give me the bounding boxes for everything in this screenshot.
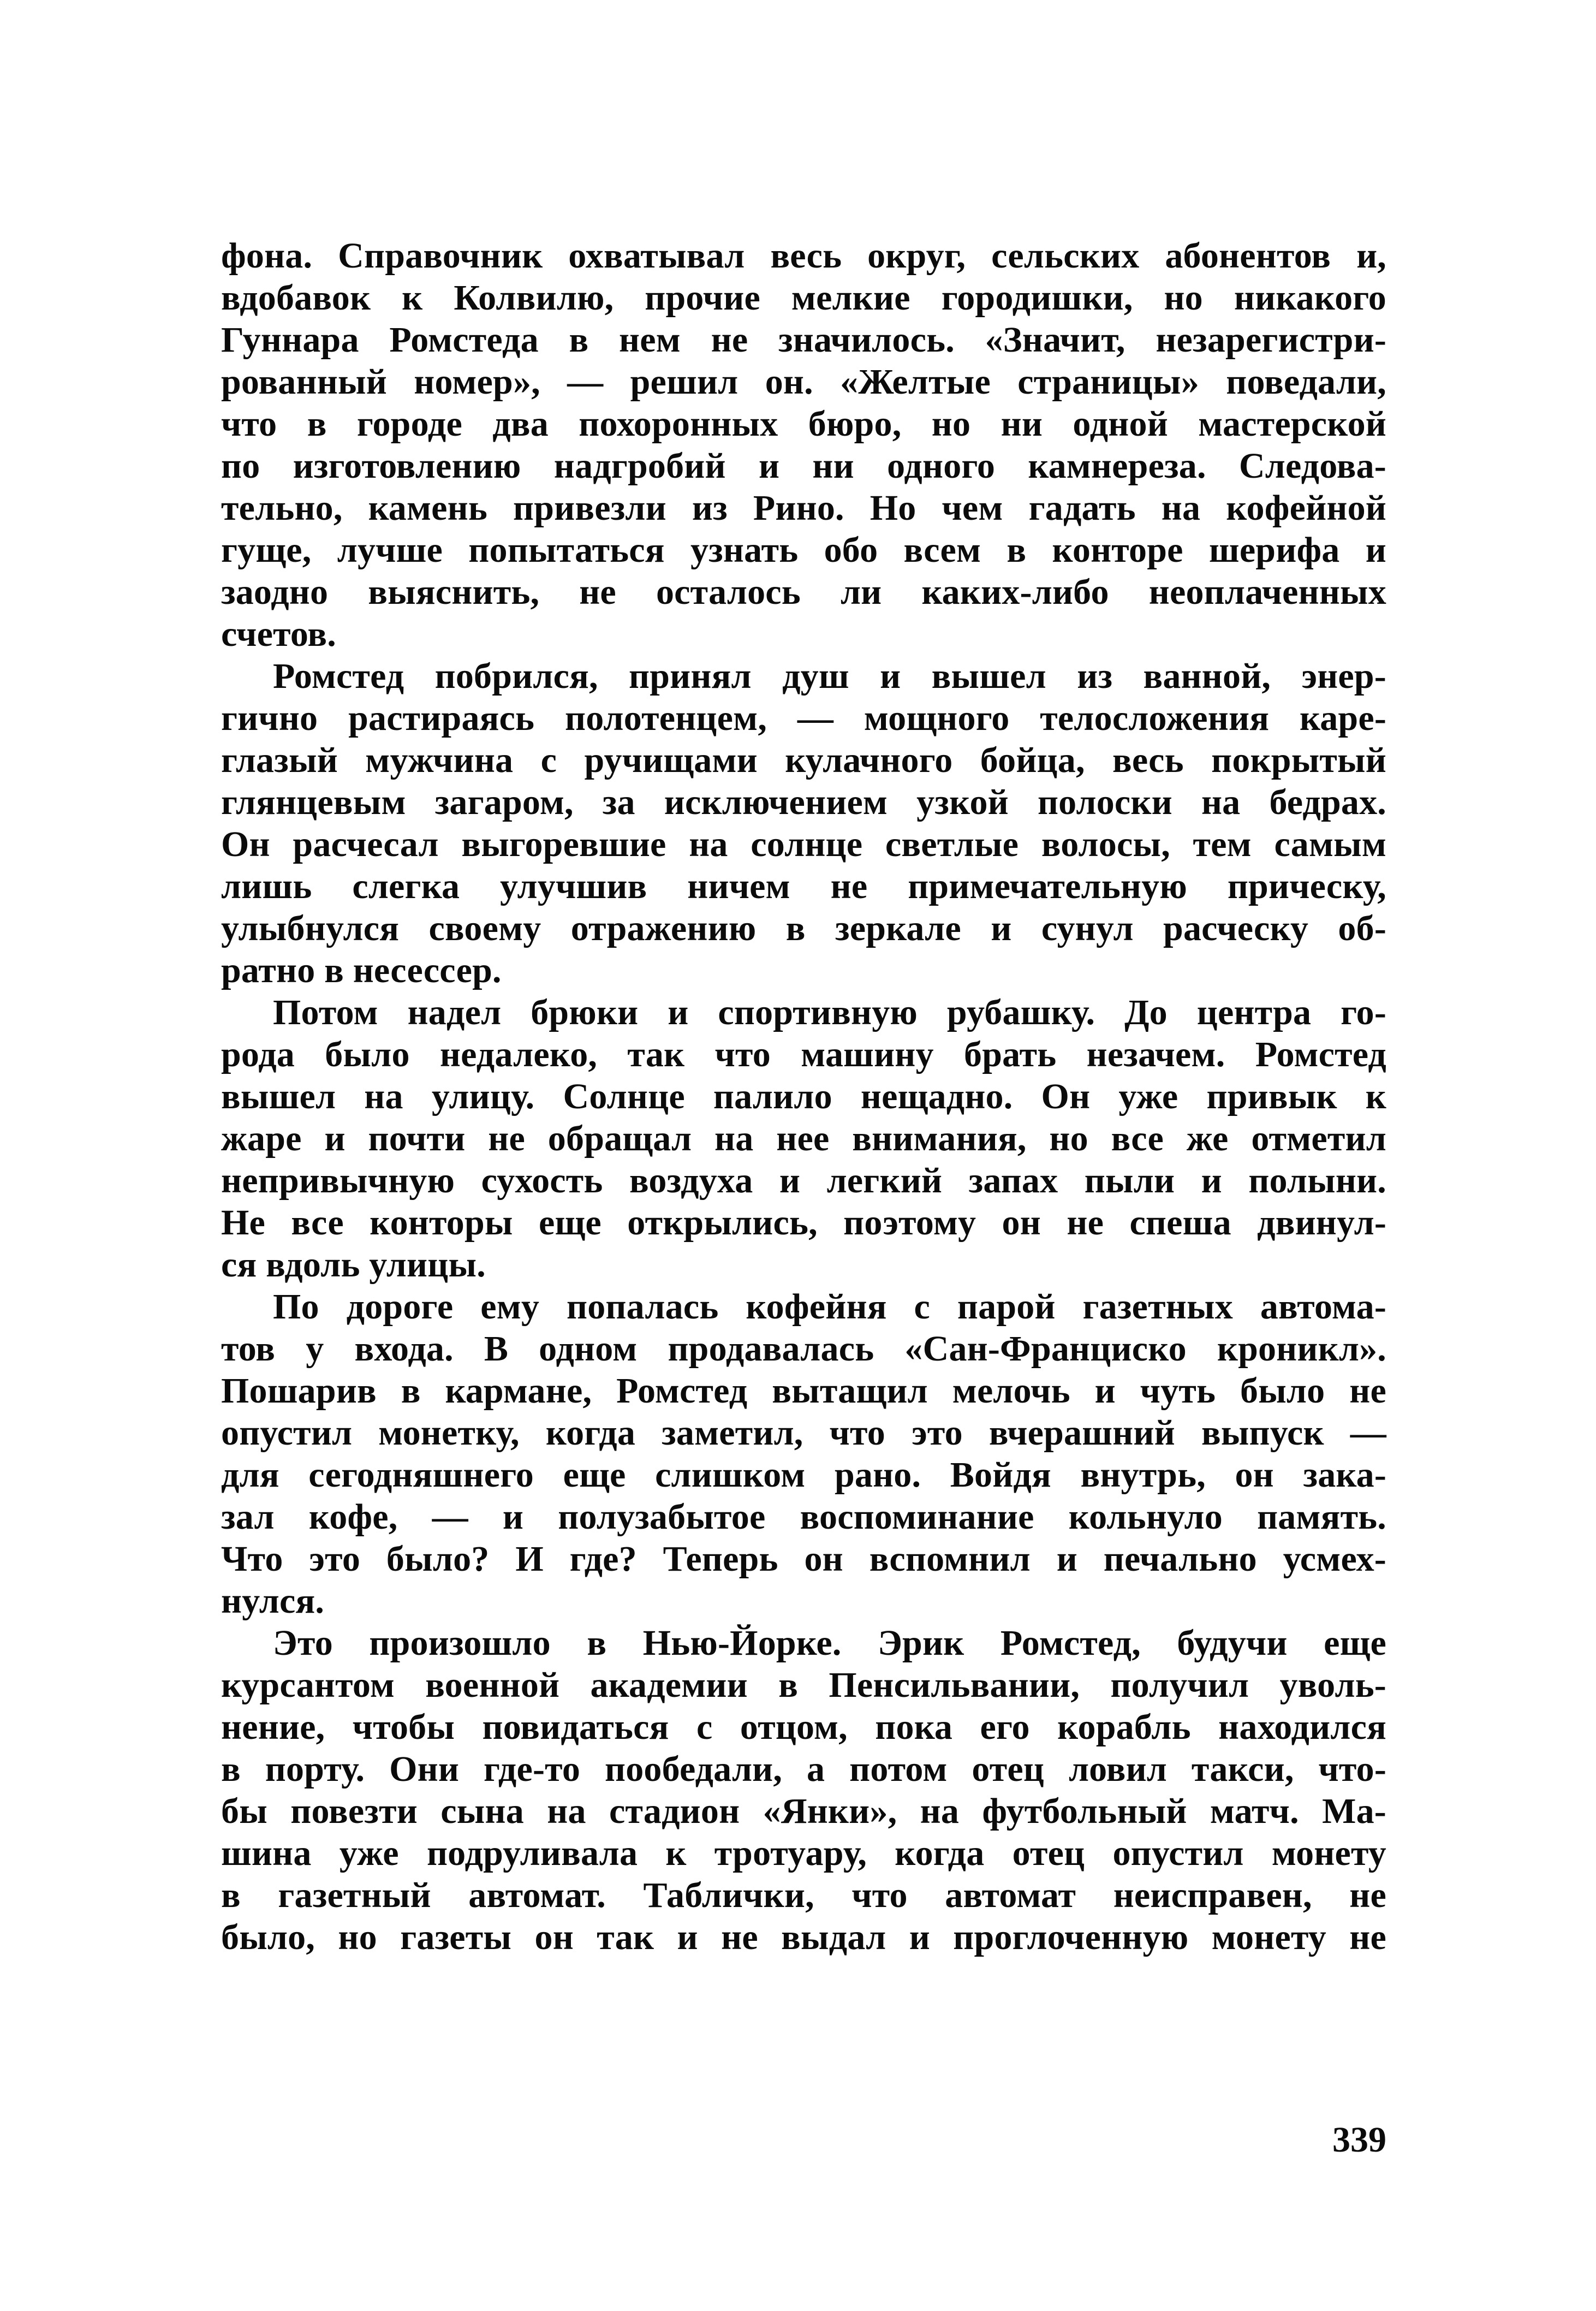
text-line: было, но газеты он так и не выдал и проглоченную монету не [221, 1917, 1386, 1957]
text-line: нулся. [221, 1581, 325, 1621]
text-line: опустил монетку, когда заметил, что это вчерашний выпуск — [221, 1413, 1386, 1453]
text-line: зал кофе, — и полузабытое воспоминание кольнуло память. [221, 1497, 1386, 1537]
text-line: глянцевым загаром, за исключением узкой полоски на бедрах. [221, 782, 1386, 822]
paragraph-start-line: Ромстед побрился, принял душ и вышел из ванной, энер- [273, 656, 1386, 696]
text-line: фона. Справочник охватывал весь округ, сельских абонентов и, [221, 236, 1386, 276]
text-line: тельно, камень привезли из Рино. Но чем гадать на кофейной [221, 488, 1386, 528]
text-line: улыбнулся своему отражению в зеркале и сунул расческу об- [221, 908, 1386, 948]
text-line: жаре и почти не обращал на нее внимания, но все же отметил [221, 1119, 1386, 1159]
text-line: Пошарив в кармане, Ромстед вытащил мелочь и чуть было не [221, 1371, 1386, 1411]
text-line: Не все конторы еще открылись, поэтому он не спеша двинул- [221, 1203, 1386, 1243]
body-text [221, 235, 1386, 1958]
text-line: вышел на улицу. Солнце палило нещадно. Он уже привык к [221, 1077, 1386, 1116]
text-line: в порту. Они где-то пообедали, а потом отец ловил такси, что- [221, 1749, 1386, 1789]
paragraph-start-line: По дороге ему попалась кофейня с парой газетных автома- [273, 1287, 1386, 1327]
text-line: гуще, лучше попытаться узнать обо всем в конторе шерифа и [221, 530, 1386, 570]
text-line: что в городе два похоронных бюро, но ни одной мастерской [221, 404, 1386, 444]
text-line: тов у входа. В одном продавалась «Сан-Франциско кроникл». [221, 1329, 1386, 1369]
text-line: нение, чтобы повидаться с отцом, пока его корабль находился [221, 1707, 1386, 1747]
text-line: рованный номер», — решил он. «Желтые страницы» поведали, [221, 362, 1386, 402]
text-line: Он расчесал выгоревшие на солнце светлые волосы, тем самым [221, 824, 1386, 864]
text-line: шина уже подруливала к тротуару, когда отец опустил монету [221, 1833, 1386, 1873]
text-line: гично растираясь полотенцем, — мощного телосложения каре- [221, 698, 1386, 738]
paragraph-start-line: Это произошло в Нью-Йорке. Эрик Ромстед, будучи еще [273, 1623, 1386, 1663]
text-line: вдобавок к Колвилю, прочие мелкие городишки, но никакого [221, 278, 1386, 318]
page-number: 339 [1332, 2120, 1386, 2160]
text-line: ратно в несессер. [221, 950, 502, 990]
text-line: непривычную сухость воздуха и легкий запах пыли и полыни. [221, 1161, 1386, 1201]
paragraph-start-line: Потом надел брюки и спортивную рубашку. До центра го- [273, 993, 1386, 1032]
text-line: заодно выяснить, не осталось ли каких-либо неоплаченных [221, 572, 1386, 612]
text-line: по изготовлению надгробий и ни одного камнереза. Следова- [221, 446, 1386, 486]
text-line: рода было недалеко, так что машину брать незачем. Ромстед [221, 1035, 1386, 1074]
text-line: Что это было? И где? Теперь он вспомнил и печально усмех- [221, 1539, 1386, 1579]
text-line: ся вдоль улицы. [221, 1245, 486, 1285]
text-line: Гуннара Ромстеда в нем не значилось. «Значит, незарегистри- [221, 320, 1386, 360]
text-line: курсантом военной академии в Пенсильвании, получил уволь- [221, 1665, 1386, 1705]
text-line: счетов. [221, 614, 336, 654]
text-line: в газетный автомат. Таблички, что автомат неисправен, не [221, 1875, 1386, 1915]
text-line: глазый мужчина с ручищами кулачного бойца, весь покрытый [221, 740, 1386, 780]
text-line: бы повезти сына на стадион «Янки», на футбольный матч. Ма- [221, 1791, 1386, 1831]
text-line: лишь слегка улучшив ничем не примечательную прическу, [221, 866, 1386, 906]
text-line: для сегодняшнего еще слишком рано. Войдя внутрь, он зака- [221, 1455, 1386, 1495]
